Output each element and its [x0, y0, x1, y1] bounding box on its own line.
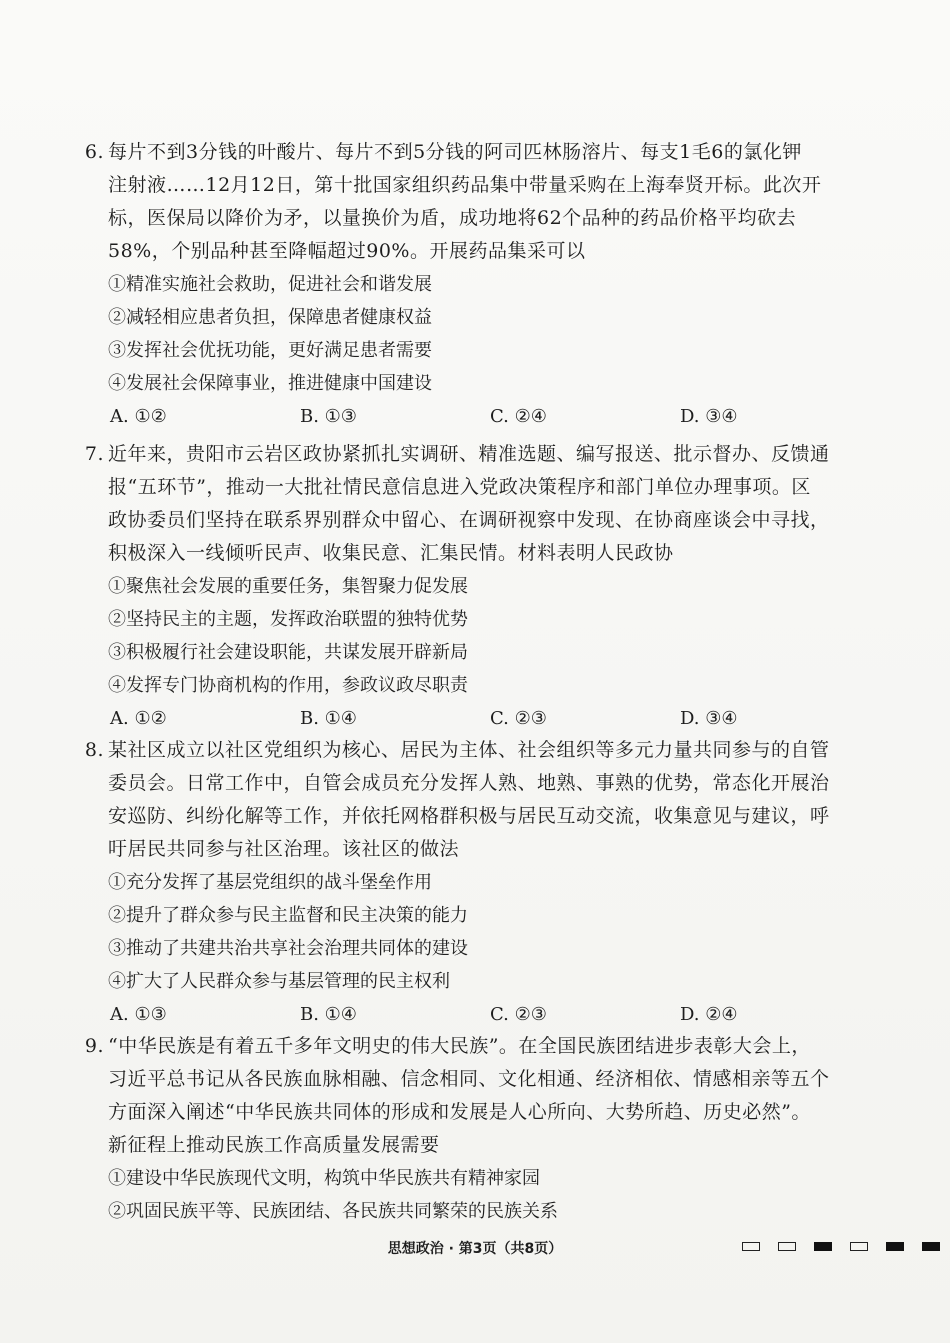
question-text-line: 政协委员们坚持在联系界别群众中留心、在调研视察中发现、在协商座谈会中寻找， — [108, 509, 830, 531]
question-text-line: 吁居民共同参与社区治理。该社区的做法 — [108, 838, 460, 860]
question-8 — [70, 734, 870, 1031]
question-number: 7. — [84, 443, 104, 465]
question-text-line: 标，医保局以降价为矛，以量换价为盾，成功地将62个品种的药品价格平均砍去 — [108, 207, 797, 229]
scan-mark-hollow — [742, 1242, 760, 1251]
statement-option: ②减轻相应患者负担，保障患者健康权益 — [108, 307, 432, 328]
statement-option: ①聚焦社会发展的重要任务，集智聚力促发展 — [108, 576, 468, 597]
scan-mark-filled — [922, 1242, 940, 1251]
question-9 — [70, 1030, 870, 1228]
statement-option: ④发展社会保障事业，推进健康中国建设 — [108, 373, 432, 394]
question-text-line: 近年来，贵阳市云岩区政协紧抓扎实调研、精准选题、编写报送、批示督办、反馈通 — [108, 443, 830, 465]
answer-choice-a: A. ①② — [110, 708, 167, 729]
statement-option: ③推动了共建共治共享社会治理共同体的建设 — [108, 938, 468, 959]
answer-choices — [70, 998, 870, 1031]
answer-choice-b: B. ①③ — [300, 406, 357, 427]
question-text-line: 新征程上推动民族工作高质量发展需要 — [108, 1134, 440, 1156]
answer-choice-d: D. ③④ — [680, 406, 738, 427]
statement-option: ④扩大了人民群众参与基层管理的民主权利 — [108, 971, 450, 992]
answer-choice-c: C. ②③ — [490, 708, 547, 729]
statement-option: ④发挥专门协商机构的作用，参政议政尽职责 — [108, 675, 468, 696]
question-text-line: 每片不到3分钱的叶酸片、每片不到5分钱的阿司匹林肠溶片、每支1毛6的氯化钾 — [108, 141, 802, 163]
statement-option: ②坚持民主的主题，发挥政治联盟的独特优势 — [108, 609, 468, 630]
statement-option: ①精准实施社会救助，促进社会和谐发展 — [108, 274, 432, 295]
answer-choice-a: A. ①③ — [110, 1004, 167, 1025]
question-6 — [70, 136, 870, 433]
question-number: 8. — [84, 739, 104, 761]
question-number: 6. — [84, 141, 104, 163]
answer-choice-c: C. ②③ — [490, 1004, 547, 1025]
statement-option: ②提升了群众参与民主监督和民主决策的能力 — [108, 905, 468, 926]
question-text-line: 安巡防、纠纷化解等工作，并依托网格群积极与居民互动交流，收集意见与建议，呼 — [108, 805, 830, 827]
answer-choice-a: A. ①② — [110, 406, 167, 427]
statement-option: ①建设中华民族现代文明，构筑中华民族共有精神家园 — [108, 1168, 540, 1189]
question-7 — [70, 438, 870, 735]
statement-option: ③发挥社会优抚功能，更好满足患者需要 — [108, 340, 432, 361]
scan-mark-filled — [886, 1242, 904, 1251]
scan-mark-hollow — [850, 1242, 868, 1251]
question-text-line: “中华民族是有着五千多年文明史的伟大民族”。在全国民族团结进步表彰大会上， — [108, 1035, 811, 1057]
statement-option: ②巩固民族平等、民族团结、各民族共同繁荣的民族关系 — [108, 1201, 558, 1222]
question-text-line: 方面深入阐述“中华民族共同体的形成和发展是人心所向、大势所趋、历史必然”。 — [108, 1101, 811, 1123]
question-text-line: 58%，个别品种甚至降幅超过90%。开展药品集采可以 — [108, 240, 586, 262]
question-text-line: 注射液……12月12日，第十批国家组织药品集中带量采购在上海奉贤开标。此次开 — [108, 174, 822, 196]
question-text-line: 积极深入一线倾听民声、收集民意、汇集民情。材料表明人民政协 — [108, 542, 674, 564]
scan-marks — [742, 1242, 940, 1251]
scan-mark-hollow — [778, 1242, 796, 1251]
question-text-line: 习近平总书记从各民族血脉相融、信念相同、文化相通、经济相依、情感相亲等五个 — [108, 1068, 830, 1090]
question-text-line: 某社区成立以社区党组织为核心、居民为主体、社会组织等多元力量共同参与的自管 — [108, 739, 830, 761]
statement-option: ③积极履行社会建设职能，共谋发展开辟新局 — [108, 642, 468, 663]
question-number: 9. — [84, 1035, 104, 1057]
question-text-line: 委员会。日常工作中，自管会成员充分发挥人熟、地熟、事熟的优势，常态化开展治 — [108, 772, 830, 794]
page-footer: 思想政治 · 第3页（共8页） — [387, 1241, 563, 1257]
answer-choice-d: D. ②④ — [680, 1004, 738, 1025]
answer-choice-b: B. ①④ — [300, 708, 357, 729]
answer-choice-b: B. ①④ — [300, 1004, 357, 1025]
answer-choices — [70, 400, 870, 433]
question-text-line: 报“五环节”，推动一大批社情民意信息进入党政决策程序和部门单位办理事项。区 — [108, 476, 811, 498]
answer-choice-c: C. ②④ — [490, 406, 547, 427]
statement-option: ①充分发挥了基层党组织的战斗堡垒作用 — [108, 872, 432, 893]
answer-choice-d: D. ③④ — [680, 708, 738, 729]
answer-choices — [70, 702, 870, 735]
scan-mark-filled — [814, 1242, 832, 1251]
